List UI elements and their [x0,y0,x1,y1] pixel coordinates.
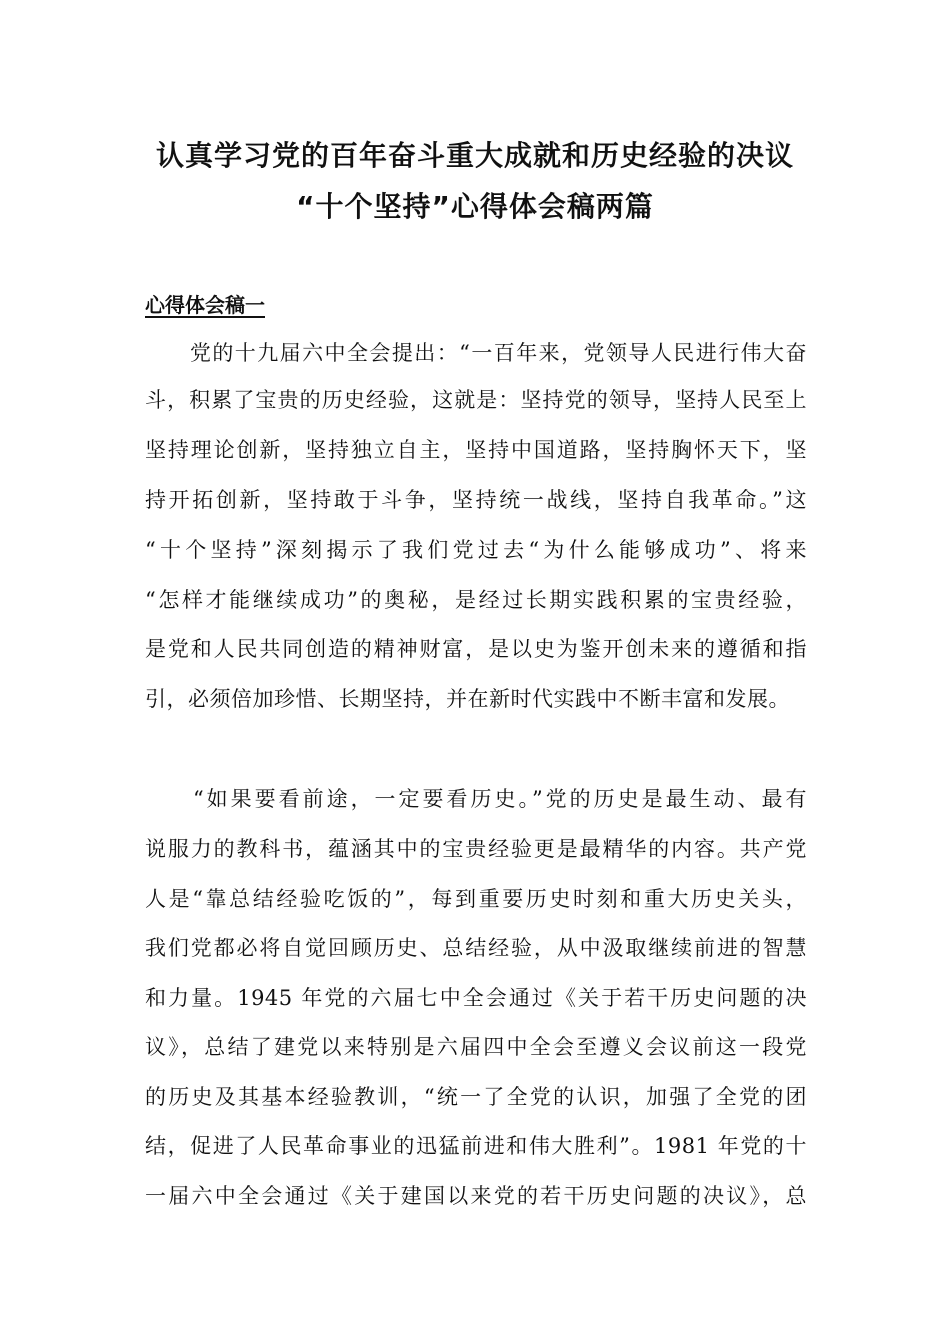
paragraph-line: 和力量。1945 年党的六届七中全会通过《关于若干历史问题的决 [145,986,807,1010]
paragraph-line: 一届六中全会通过《关于建国以来党的若干历史问题的决议》，总 [145,1184,807,1208]
paragraph-line: 结，促进了人民革命事业的迅猛前进和伟大胜利”。1981 年党的十 [145,1134,807,1158]
paragraph-line: “十个坚持”深刻揭示了我们党过去“为什么能够成功”、将来 [145,538,807,562]
paragraph-line: 党的十九届六中全会提出：“一百年来，党领导人民进行伟大奋 [145,341,807,365]
paragraph-line: 坚持理论创新，坚持独立自主，坚持中国道路，坚持胸怀天下，坚 [145,438,807,462]
paragraph-line: 斗，积累了宝贵的历史经验，这就是：坚持党的领导，坚持人民至上 [145,388,807,412]
paragraph-line: 引，必须倍加珍惜、长期坚持，并在新时代实践中不断丰富和发展。 [145,687,790,711]
paragraph-line: 的历史及其基本经验教训，“统一了全党的认识，加强了全党的团 [145,1085,807,1109]
paragraph-line: 人是“靠总结经验吃饭的”，每到重要历史时刻和重大历史关头， [145,887,807,911]
paragraph-line: “如果要看前途，一定要看历史。”党的历史是最生动、最有 [145,787,807,811]
paragraph-line: 议》，总结了建党以来特别是六届四中全会至遵义会议前这一段党 [145,1035,807,1059]
paragraph-line: “怎样才能继续成功”的奥秘，是经过长期实践积累的宝贵经验， [145,588,807,612]
paragraph-line: 说服力的教科书，蕴涵其中的宝贵经验更是最精华的内容。共产党 [145,837,807,861]
paragraph-line: 持开拓创新，坚持敢于斗争，坚持统一战线，坚持自我革命。”这 [145,488,807,512]
document-title-line-2: “十个坚持”心得体会稿两篇 [296,190,654,223]
document-title-line-1: 认真学习党的百年奋斗重大成就和历史经验的决议 [155,139,794,172]
paragraph-line: 我们党都必将自觉回顾历史、总结经验，从中汲取继续前进的智慧 [145,936,807,960]
paragraph-line: 是党和人民共同创造的精神财富，是以史为鉴开创未来的遵循和指 [145,637,807,661]
section-heading: 心得体会稿一 [145,293,265,317]
